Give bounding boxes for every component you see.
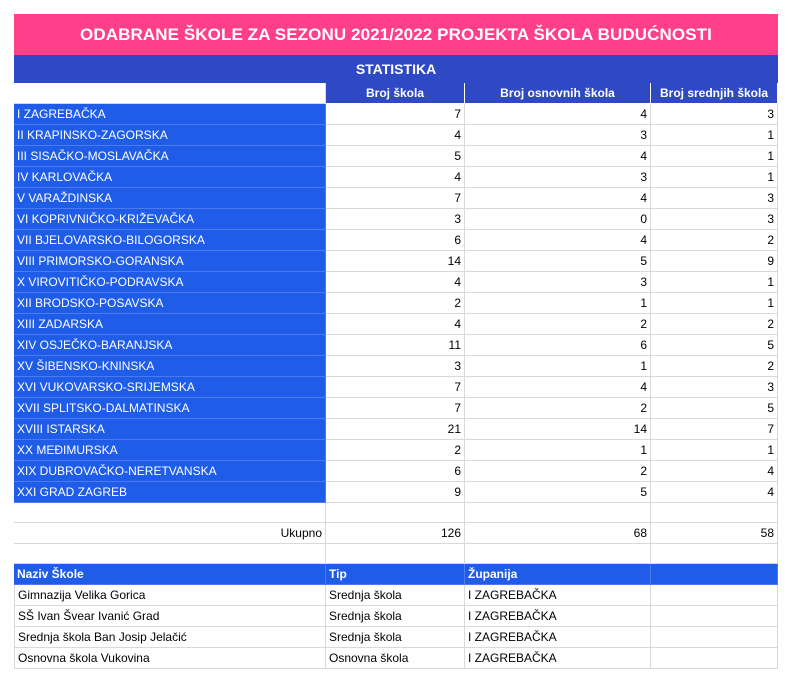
county-total[interactable]: 4 [326,125,465,146]
county-secondary[interactable]: 3 [651,104,778,125]
county-primary[interactable]: 5 [465,482,651,503]
county-primary[interactable]: 0 [465,209,651,230]
totals-row [14,523,778,544]
header-school-county[interactable]: Županija [465,564,651,585]
county-secondary[interactable]: 5 [651,335,778,356]
county-secondary[interactable]: 5 [651,398,778,419]
school-type[interactable]: Srednja škola [326,585,465,606]
county-row [14,419,778,440]
county-name[interactable]: VI KOPRIVNIČKO-KRIŽEVAČKA [14,209,326,230]
school-type[interactable]: Osnovna škola [326,648,465,669]
county-row [14,482,778,503]
county-secondary[interactable]: 3 [651,209,778,230]
county-total[interactable]: 6 [326,230,465,251]
header-school-name[interactable]: Naziv Škole [14,564,326,585]
county-row [14,314,778,335]
county-primary[interactable]: 3 [465,167,651,188]
spreadsheet [14,14,778,669]
county-statistics-table [14,104,778,503]
county-total[interactable]: 7 [326,398,465,419]
county-secondary[interactable]: 3 [651,188,778,209]
county-row [14,335,778,356]
county-primary[interactable]: 4 [465,188,651,209]
county-row [14,104,778,125]
county-row [14,377,778,398]
county-row [14,440,778,461]
county-name[interactable]: II KRAPINSKO-ZAGORSKA [14,125,326,146]
county-name[interactable]: VIII PRIMORSKO-GORANSKA [14,251,326,272]
blank-row [14,503,778,523]
totals-secondary[interactable]: 58 [651,523,778,544]
sheet-title: ODABRANE ŠKOLE ZA SEZONU 2021/2022 PROJEKTA ŠKOLA BUDUĆNOSTI [14,14,778,55]
county-row [14,461,778,482]
county-primary[interactable]: 5 [465,251,651,272]
county-primary[interactable]: 2 [465,314,651,335]
county-row [14,209,778,230]
county-name[interactable]: X VIROVITIČKO-PODRAVSKA [14,272,326,293]
county-total[interactable]: 2 [326,293,465,314]
county-primary[interactable]: 4 [465,146,651,167]
county-secondary[interactable]: 2 [651,314,778,335]
county-row [14,125,778,146]
school-extra[interactable] [651,585,778,606]
county-primary[interactable]: 4 [465,230,651,251]
county-secondary[interactable]: 1 [651,440,778,461]
county-name[interactable]: IV KARLOVAČKA [14,167,326,188]
school-row [14,648,778,669]
county-name[interactable]: XIX DUBROVAČKO-NERETVANSKA [14,461,326,482]
county-name[interactable]: XIII ZADARSKA [14,314,326,335]
county-name[interactable]: XXI GRAD ZAGREB [14,482,326,503]
school-extra[interactable] [651,648,778,669]
county-secondary[interactable]: 3 [651,377,778,398]
county-total[interactable]: 5 [326,146,465,167]
county-name[interactable]: XVIII ISTARSKA [14,419,326,440]
county-row [14,230,778,251]
county-name[interactable]: XVI VUKOVARSKO-SRIJEMSKA [14,377,326,398]
county-total[interactable]: 11 [326,335,465,356]
schools-header-row [14,564,778,585]
school-row [14,627,778,648]
county-name[interactable]: XVII SPLITSKO-DALMATINSKA [14,398,326,419]
county-total[interactable]: 4 [326,167,465,188]
schools-table [14,585,778,669]
county-primary[interactable]: 3 [465,125,651,146]
county-name[interactable]: V VARAŽDINSKA [14,188,326,209]
county-primary[interactable]: 3 [465,272,651,293]
county-secondary[interactable]: 1 [651,125,778,146]
county-primary[interactable]: 2 [465,398,651,419]
county-primary[interactable]: 4 [465,377,651,398]
county-total[interactable]: 2 [326,440,465,461]
county-primary[interactable]: 6 [465,335,651,356]
county-row [14,167,778,188]
county-total[interactable]: 6 [326,461,465,482]
county-secondary[interactable]: 7 [651,419,778,440]
totals-primary[interactable]: 68 [465,523,651,544]
county-total[interactable]: 3 [326,356,465,377]
county-primary[interactable]: 4 [465,104,651,125]
county-primary[interactable]: 2 [465,461,651,482]
school-row [14,585,778,606]
county-total[interactable]: 3 [326,209,465,230]
county-total[interactable]: 4 [326,314,465,335]
county-secondary[interactable]: 2 [651,356,778,377]
county-secondary[interactable]: 4 [651,461,778,482]
statistics-header: STATISTIKA [14,55,778,83]
county-name[interactable]: XV ŠIBENSKO-KNINSKA [14,356,326,377]
county-secondary[interactable]: 1 [651,167,778,188]
county-row [14,188,778,209]
county-total[interactable]: 7 [326,377,465,398]
county-secondary[interactable]: 1 [651,146,778,167]
header-secondary-schools[interactable]: Broj srednjih škola [651,83,778,104]
header-total-schools[interactable]: Broj škola [326,83,465,104]
header-blank-cell[interactable] [14,83,326,104]
header-school-type[interactable]: Tip [326,564,465,585]
county-primary[interactable]: 1 [465,356,651,377]
county-primary[interactable]: 1 [465,293,651,314]
county-total[interactable]: 7 [326,188,465,209]
county-name[interactable]: VII BJELOVARSKO-BILOGORSKA [14,230,326,251]
totals-label[interactable]: Ukupno [14,523,326,544]
school-name[interactable]: Gimnazija Velika Gorica [14,585,326,606]
school-county[interactable]: I ZAGREBAČKA [465,606,651,627]
county-row [14,272,778,293]
blank-row [14,544,778,564]
school-row [14,606,778,627]
county-secondary[interactable]: 4 [651,482,778,503]
county-total[interactable]: 21 [326,419,465,440]
county-name[interactable]: III SISAČKO-MOSLAVAČKA [14,146,326,167]
header-school-extra[interactable] [651,564,778,585]
county-name[interactable]: XIV OSJEČKO-BARANJSKA [14,335,326,356]
county-total[interactable]: 7 [326,104,465,125]
county-secondary[interactable]: 1 [651,293,778,314]
county-row [14,146,778,167]
school-type[interactable]: Srednja škola [326,627,465,648]
school-extra[interactable] [651,627,778,648]
school-extra[interactable] [651,606,778,627]
school-name[interactable]: Srednja škola Ban Josip Jelačić [14,627,326,648]
totals-total[interactable]: 126 [326,523,465,544]
county-row [14,398,778,419]
column-header-row [14,83,778,104]
school-type[interactable]: Srednja škola [326,606,465,627]
county-total[interactable]: 4 [326,272,465,293]
county-name[interactable]: XX MEĐIMURSKA [14,440,326,461]
county-row [14,251,778,272]
county-row [14,293,778,314]
county-secondary[interactable]: 9 [651,251,778,272]
county-row [14,356,778,377]
school-name[interactable]: SŠ Ivan Švear Ivanić Grad [14,606,326,627]
county-name[interactable]: I ZAGREBAČKA [14,104,326,125]
school-county[interactable]: I ZAGREBAČKA [465,585,651,606]
county-secondary[interactable]: 2 [651,230,778,251]
county-secondary[interactable]: 1 [651,272,778,293]
school-county[interactable]: I ZAGREBAČKA [465,627,651,648]
county-name[interactable]: XII BRODSKO-POSAVSKA [14,293,326,314]
school-county[interactable]: I ZAGREBAČKA [465,648,651,669]
county-total[interactable]: 14 [326,251,465,272]
school-name[interactable]: Osnovna škola Vukovina [14,648,326,669]
header-primary-schools[interactable]: Broj osnovnih škola [465,83,651,104]
county-primary[interactable]: 1 [465,440,651,461]
county-primary[interactable]: 14 [465,419,651,440]
county-total[interactable]: 9 [326,482,465,503]
